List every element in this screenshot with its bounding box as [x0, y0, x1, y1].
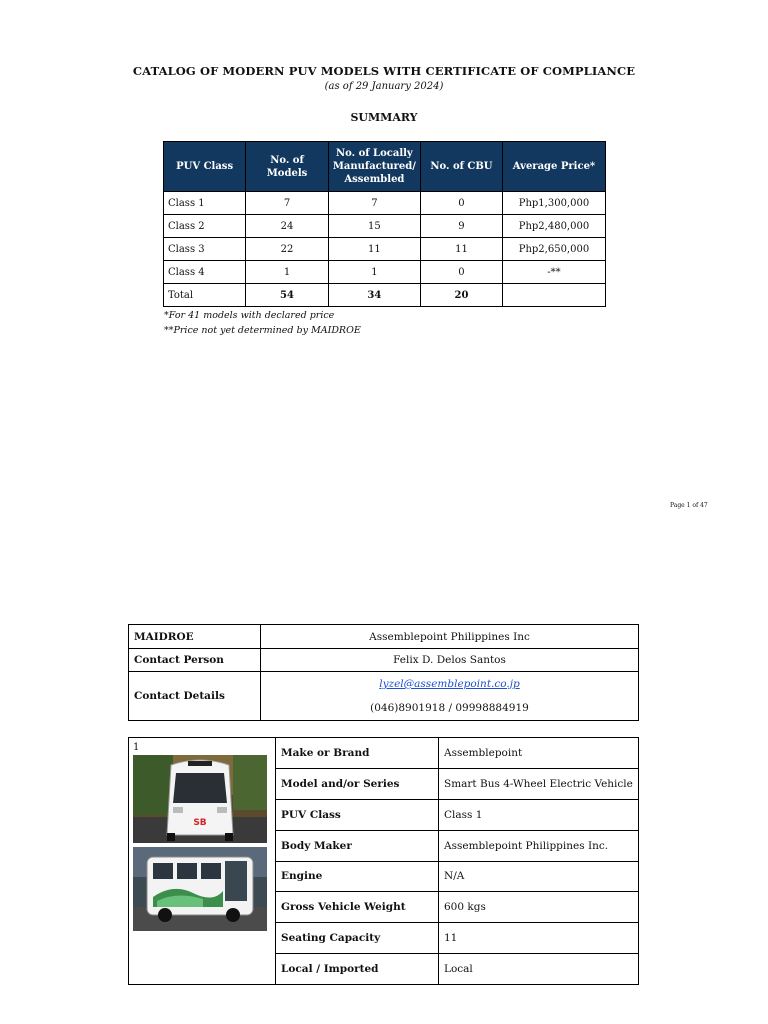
col-locally-manufactured: No. of Locally Manufactured/ Assembled [328, 142, 420, 192]
cell: Php1,300,000 [502, 192, 605, 215]
cell: 24 [246, 215, 329, 238]
document-title: CATALOG OF MODERN PUV MODELS WITH CERTIFICATE OF COMPLIANCE [132, 64, 636, 78]
table-row [129, 625, 639, 649]
cell: Class 4 [164, 261, 246, 284]
cell: Class 3 [164, 238, 246, 261]
cell: 34 [328, 284, 420, 307]
row-value: Class 1 [439, 799, 639, 830]
summary-heading: SUMMARY [350, 111, 418, 124]
cell: 11 [420, 238, 502, 261]
row-value: Smart Bus 4-Wheel Electric Vehicle [439, 768, 639, 799]
cell: 11 [328, 238, 420, 261]
row-label: Make or Brand [276, 738, 439, 769]
col-num-models: No. of Models [246, 142, 329, 192]
cell: 0 [420, 261, 502, 284]
maidroe-value: Assemblepoint Philippines Inc [261, 625, 639, 649]
table-row-total [164, 284, 606, 307]
row-label: Engine [276, 861, 439, 892]
col-average-price: Average Price* [502, 142, 605, 192]
cell: 0 [420, 192, 502, 215]
row-label: Model and/or Series [276, 768, 439, 799]
table-row [164, 192, 606, 215]
row-value: Local [439, 954, 639, 985]
document-date: (as of 29 January 2024) [324, 81, 444, 92]
cell: Php2,650,000 [502, 238, 605, 261]
cell: Class 2 [164, 215, 246, 238]
row-label: Gross Vehicle Weight [276, 892, 439, 923]
cell: -** [502, 261, 605, 284]
cell: 1 [328, 261, 420, 284]
cell: 7 [328, 192, 420, 215]
summary-header-row [164, 142, 606, 192]
cell: Total [164, 284, 246, 307]
cell: Class 1 [164, 192, 246, 215]
contact-person-label: Contact Person [129, 649, 261, 672]
table-row [129, 649, 639, 672]
phone-numbers: (046)8901918 / 09998884919 [370, 702, 529, 714]
col-puv-class: PUV Class [164, 142, 246, 192]
maidroe-label: MAIDROE [129, 625, 261, 649]
cell: Php2,480,000 [502, 215, 605, 238]
row-value: 600 kgs [439, 892, 639, 923]
footnote-undetermined: **Price not yet determined by MAIDROE [164, 325, 361, 336]
cell: 22 [246, 238, 329, 261]
cell: 54 [246, 284, 329, 307]
cell [502, 284, 605, 307]
col-num-cbu: No. of CBU [420, 142, 502, 192]
row-label: Local / Imported [276, 954, 439, 985]
vehicle-front-photo [133, 755, 267, 843]
vehicle-table [128, 737, 639, 985]
vehicle-side-photo [133, 847, 267, 935]
contact-details-value [261, 672, 639, 721]
vehicle-number: 1 [133, 742, 140, 753]
contact-person-value: Felix D. Delos Santos [261, 649, 639, 672]
row-label: Body Maker [276, 830, 439, 861]
row-label: PUV Class [276, 799, 439, 830]
summary-table [163, 141, 606, 307]
maidroe-info-table [128, 624, 639, 721]
table-row [164, 238, 606, 261]
page-number: Page 1 of 47 [670, 502, 708, 509]
cell: 9 [420, 215, 502, 238]
table-row [129, 672, 639, 721]
cell: 7 [246, 192, 329, 215]
cell: 15 [328, 215, 420, 238]
row-value: Assemblepoint Philippines Inc. [439, 830, 639, 861]
row-value: 11 [439, 923, 639, 954]
row-label: Seating Capacity [276, 923, 439, 954]
row-value: N/A [439, 861, 639, 892]
cell: 20 [420, 284, 502, 307]
row-value: Assemblepoint [439, 738, 639, 769]
table-row [129, 738, 639, 769]
table-row [164, 261, 606, 284]
contact-details-label: Contact Details [129, 672, 261, 721]
bus-badge-text: SB [193, 818, 207, 828]
vehicle-image-cell [129, 738, 276, 985]
cell: 1 [246, 261, 329, 284]
email-link[interactable]: lyzel@assemblepoint.co.jp [379, 678, 520, 690]
footnote-price: *For 41 models with declared price [164, 310, 335, 321]
table-row [164, 215, 606, 238]
